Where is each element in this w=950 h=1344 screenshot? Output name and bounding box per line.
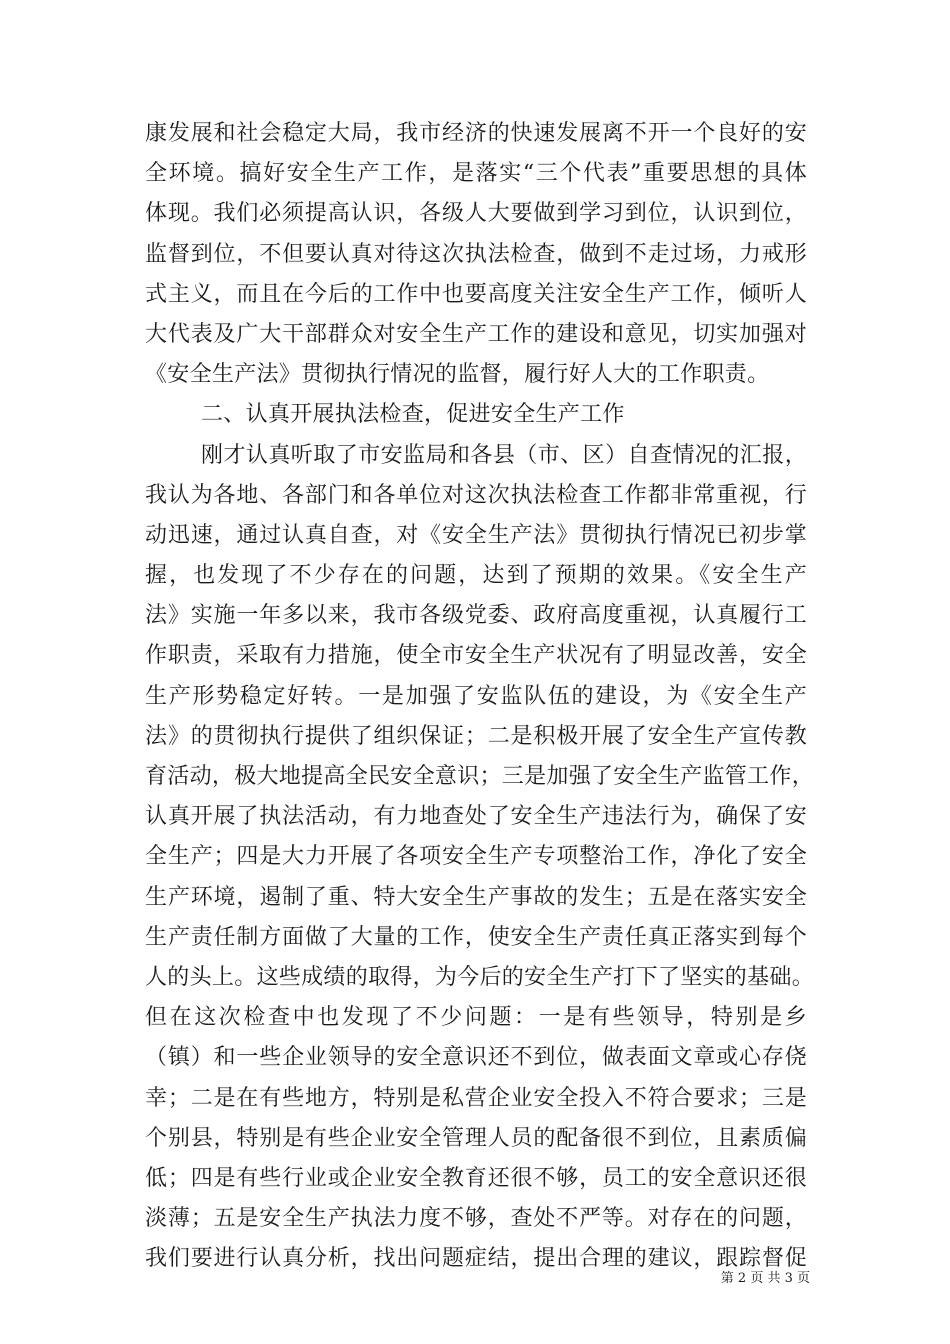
section-heading: 二、认真开展执法检查，促进安全生产工作 [201,402,625,428]
text-line: 刚才认真听取了市安监局和各县（市、区）自查情况的汇报， [201,442,807,468]
text-line: 淡薄；五是安全生产执法力度不够，查处不严等。对存在的问题， [145,1206,807,1232]
text-line: 康发展和社会稳定大局，我市经济的快速发展离不开一个良好的安 [145,121,807,146]
text-line: 法》的贯彻执行提供了组织保证；二是积极开展了安全生产宣传教 [145,723,807,749]
text-line: 认真开展了执法活动，有力地查处了安全生产违法行为，确保了安 [145,804,807,830]
text-line: 个别县，特别是有些企业安全管理人员的配备很不到位，且素质偏 [145,1125,807,1151]
text-line: 我们要进行认真分析，找出问题症结，提出合理的建议，跟踪督促 [145,1246,807,1272]
text-line: 《安全生产法》贯彻执行情况的监督，履行好人大的工作职责。 [145,362,770,388]
text-line: 法》实施一年多以来，我市各级党委、政府高度重视，认真履行工 [145,603,807,629]
text-line: 握，也发现了不少存在的问题，达到了预期的效果。《安全生产 [145,563,807,589]
text-line: 全生产；四是大力开展了各项安全生产专项整治工作，净化了安全 [145,844,807,870]
text-line: （镇）和一些企业领导的安全意识还不到位，做表面文章或心存侥 [145,1045,807,1071]
text-line: 监督到位，不但要认真对待这次执法检查，做到不走过场，力戒形 [145,241,807,267]
text-line: 体现。我们必须提高认识，各级人大要做到学习到位，认识到位， [145,201,807,227]
text-line: 动迅速，通过认真自查，对《安全生产法》贯彻执行情况已初步掌 [145,522,807,548]
text-line: 低；四是有些行业或企业安全教育还很不够，员工的安全意识还很 [145,1165,807,1191]
text-line: 生产环境，遏制了重、特大安全生产事故的发生；五是在落实安全 [145,884,807,910]
text-line: 大代表及广大干部群众对安全生产工作的建设和意见，切实加强对 [145,321,807,347]
page-number-footer: 第 2 页 共 3 页 [720,1271,810,1286]
text-line: 育活动，极大地提高全民安全意识；三是加强了安全生产监管工作， [145,764,815,789]
text-line: 人的头上。这些成绩的取得，为今后的安全生产打下了坚实的基础。 [145,964,815,990]
text-line: 式主义，而且在今后的工作中也要高度关注安全生产工作，倾听人 [145,281,807,307]
text-line: 我认为各地、各部门和各单位对这次执法检查工作都非常重视，行 [145,482,807,508]
text-line: 全环境。搞好安全生产工作，是落实“三个代表”重要思想的具体 [145,161,807,187]
text-line: 但在这次检查中也发现了不少问题：一是有些领导，特别是乡 [145,1005,807,1031]
document-body [145,114,815,1279]
text-line: 幸；二是在有些地方，特别是私营企业安全投入不符合要求；三是 [145,1085,807,1111]
text-line: 作职责，采取有力措施，使全市安全生产状况有了明显改善，安全 [145,643,807,669]
text-line: 生产责任制方面做了大量的工作，使安全生产责任真正落实到每个 [145,924,807,950]
text-line: 生产形势稳定好转。一是加强了安监队伍的建设，为《安全生产 [145,683,807,709]
